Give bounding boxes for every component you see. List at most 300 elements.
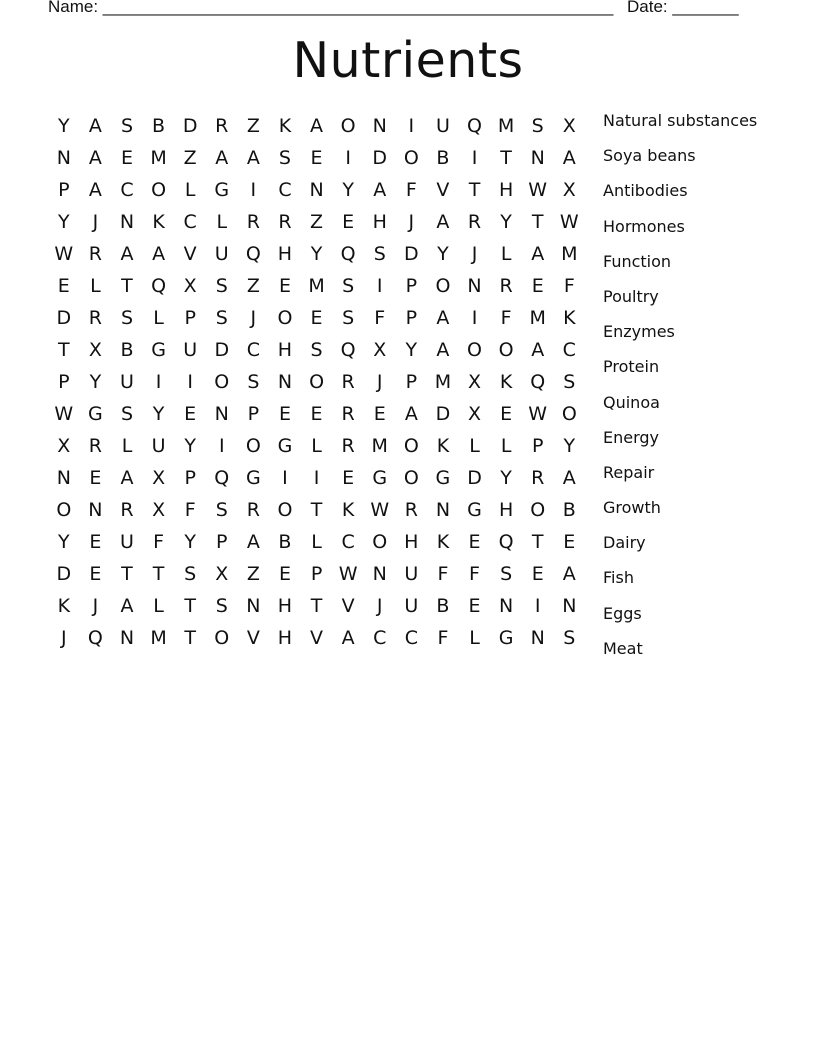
grid-letter[interactable]: A [246, 531, 260, 553]
grid-letter[interactable]: A [562, 563, 576, 585]
grid-letter[interactable]: A [215, 147, 229, 169]
grid-letter[interactable]: P [58, 179, 70, 201]
grid-letter[interactable]: T [310, 595, 323, 617]
grid-letter[interactable]: I [345, 147, 351, 169]
grid-letter[interactable]: G [245, 467, 261, 489]
grid-letter[interactable]: F [405, 179, 417, 201]
grid-letter[interactable]: Q [151, 275, 167, 297]
grid-letter[interactable]: A [341, 627, 355, 649]
grid-letter[interactable]: N [56, 147, 71, 169]
grid-letter[interactable]: N [372, 115, 387, 137]
grid-letter[interactable]: E [120, 147, 133, 169]
grid-letter[interactable]: H [277, 243, 293, 265]
grid-letter[interactable]: I [376, 275, 383, 297]
grid-letter[interactable]: B [152, 115, 166, 137]
grid-letter[interactable]: E [89, 467, 102, 489]
grid-letter[interactable]: X [152, 499, 166, 521]
grid-letter[interactable]: B [436, 595, 450, 617]
grid-letter[interactable]: L [90, 275, 101, 297]
grid-letter[interactable]: X [152, 467, 166, 489]
grid-letter[interactable]: S [310, 339, 323, 361]
name-field[interactable]: Name: ______________________________________________________ [48, 0, 614, 16]
grid-letter[interactable]: W [370, 499, 390, 521]
grid-letter[interactable]: B [120, 339, 134, 361]
grid-letter[interactable]: K [563, 307, 576, 329]
grid-letter[interactable]: W [54, 403, 74, 425]
grid-letter[interactable]: I [155, 371, 162, 393]
grid-letter[interactable]: N [246, 595, 261, 617]
grid-letter[interactable]: W [54, 243, 74, 265]
grid-letter[interactable]: C [278, 179, 292, 201]
grid-letter[interactable]: L [500, 435, 512, 457]
grid-letter[interactable]: I [471, 307, 478, 329]
grid-letter[interactable]: O [56, 499, 72, 521]
grid-letter[interactable]: J [376, 595, 383, 617]
grid-letter[interactable]: N [530, 627, 545, 649]
grid-letter[interactable]: T [57, 339, 70, 361]
grid-letter[interactable]: L [311, 435, 322, 457]
grid-letter[interactable]: I [187, 371, 193, 393]
grid-letter[interactable]: F [437, 627, 449, 649]
grid-letter[interactable]: X [562, 179, 576, 201]
grid-letter[interactable]: K [152, 211, 165, 233]
grid-letter[interactable]: R [215, 115, 229, 137]
grid-letter[interactable]: R [531, 467, 545, 489]
grid-letter[interactable]: O [561, 403, 577, 425]
grid-letter[interactable]: U [120, 371, 134, 393]
grid-letter[interactable]: N [119, 211, 135, 233]
word-list-item: Protein [603, 357, 660, 377]
grid-letter[interactable]: S [563, 627, 576, 649]
grid-letter[interactable]: A [373, 179, 387, 201]
grid-letter[interactable]: D [56, 563, 72, 585]
grid-letter[interactable]: O [214, 371, 230, 393]
grid-letter[interactable]: E [310, 307, 323, 329]
grid-letter[interactable]: E [310, 147, 323, 169]
grid-letter[interactable]: K [57, 595, 71, 617]
grid-letter[interactable]: S [563, 371, 576, 393]
grid-letter[interactable]: T [500, 147, 512, 169]
grid-letter[interactable]: R [341, 435, 355, 457]
word-list-item: Dairy [603, 533, 646, 553]
grid-letter[interactable]: A [88, 147, 102, 169]
grid-letter[interactable]: A [152, 243, 166, 265]
grid-letter[interactable]: I [471, 147, 478, 169]
grid-letter[interactable]: K [278, 115, 292, 137]
grid-letter[interactable]: G [88, 403, 103, 425]
grid-letter[interactable]: U [151, 435, 166, 457]
grid-letter[interactable]: P [216, 531, 228, 553]
grid-letter[interactable]: I [250, 179, 257, 201]
grid-letter[interactable]: U [183, 339, 198, 361]
grid-letter[interactable]: T [184, 627, 196, 649]
grid-letter[interactable]: N [530, 147, 545, 169]
grid-letter[interactable]: R [246, 211, 260, 233]
grid-letter[interactable]: X [468, 403, 482, 425]
grid-letter[interactable]: J [408, 211, 415, 233]
grid-letter[interactable]: R [499, 275, 513, 297]
grid-letter[interactable]: A [404, 403, 418, 425]
grid-letter[interactable]: F [153, 531, 165, 553]
grid-letter[interactable]: E [278, 563, 291, 585]
grid-letter[interactable]: L [500, 243, 512, 265]
grid-letter[interactable]: P [184, 467, 196, 489]
grid-letter[interactable]: Q [340, 243, 356, 265]
grid-letter[interactable]: O [498, 339, 514, 361]
grid-letter[interactable]: D [56, 307, 72, 329]
grid-letter[interactable]: S [247, 371, 260, 393]
grid-letter[interactable]: H [372, 211, 387, 233]
grid-letter[interactable]: O [467, 339, 482, 361]
grid-letter[interactable]: O [372, 531, 388, 553]
grid-row [48, 174, 585, 206]
grid-letter[interactable]: N [562, 595, 577, 617]
grid-letter[interactable]: R [246, 499, 260, 521]
grid-letter[interactable]: S [215, 499, 228, 521]
grid-letter[interactable]: X [215, 563, 229, 585]
grid-letter[interactable]: L [153, 595, 164, 617]
grid-letter[interactable]: Y [152, 403, 165, 425]
grid-letter[interactable]: M [529, 307, 546, 329]
grid-letter[interactable]: P [247, 403, 260, 425]
grid-letter[interactable]: Y [310, 243, 323, 265]
grid-letter[interactable]: P [405, 275, 418, 297]
grid-letter[interactable]: E [373, 403, 386, 425]
grid-letter[interactable]: L [121, 435, 133, 457]
grid-letter[interactable]: O [403, 147, 419, 169]
grid-letter[interactable]: M [497, 115, 515, 137]
grid-letter[interactable]: W [528, 179, 548, 201]
grid-letter[interactable]: L [216, 211, 228, 233]
grid-letter[interactable]: X [88, 339, 102, 361]
grid-letter[interactable]: B [562, 499, 576, 521]
grid-letter[interactable]: O [403, 435, 419, 457]
grid-letter[interactable]: O [530, 499, 546, 521]
grid-letter[interactable]: S [215, 307, 228, 329]
grid-letter[interactable]: K [499, 371, 513, 393]
grid-row [48, 462, 585, 494]
page-title: Nutrients [292, 32, 524, 89]
grid-letter[interactable]: G [372, 467, 388, 489]
grid-letter[interactable]: X [373, 339, 387, 361]
word-list-item: Quinoa [603, 392, 660, 412]
grid-letter[interactable]: S [184, 563, 197, 585]
grid-letter[interactable]: O [340, 115, 356, 137]
grid-letter[interactable]: K [436, 531, 450, 553]
grid-letter[interactable]: I [282, 467, 288, 489]
grid-letter[interactable]: I [534, 595, 541, 617]
date-field[interactable]: Date: _______ [627, 0, 739, 16]
grid-letter[interactable]: M [150, 147, 167, 169]
grid-letter[interactable]: V [310, 627, 324, 649]
grid-letter[interactable]: M [434, 371, 452, 393]
grid-letter[interactable]: A [436, 339, 450, 361]
grid-letter[interactable]: M [371, 435, 388, 457]
grid-letter[interactable]: A [531, 243, 545, 265]
grid-letter[interactable]: O [277, 307, 293, 329]
grid-letter[interactable]: Y [57, 115, 70, 137]
grid-letter[interactable]: H [277, 339, 293, 361]
grid-letter[interactable]: Y [437, 243, 449, 265]
grid-letter[interactable]: D [214, 339, 230, 361]
grid-letter[interactable]: U [214, 243, 229, 265]
grid-letter[interactable]: Z [246, 115, 260, 137]
grid-letter[interactable]: U [435, 115, 450, 137]
grid-letter[interactable]: H [498, 179, 514, 201]
grid-letter[interactable]: J [471, 243, 478, 265]
grid-letter[interactable]: E [278, 275, 291, 297]
grid-letter[interactable]: N [309, 179, 324, 201]
grid-letter[interactable]: A [531, 339, 545, 361]
grid-letter[interactable]: G [214, 179, 230, 201]
grid-letter[interactable]: J [60, 627, 67, 649]
grid-letter[interactable]: P [184, 307, 196, 329]
grid-letter[interactable]: S [120, 403, 134, 425]
grid-letter[interactable]: T [184, 595, 196, 617]
grid-letter[interactable]: K [436, 435, 450, 457]
grid-letter[interactable]: E [310, 403, 323, 425]
grid-letter[interactable]: Y [563, 435, 576, 457]
grid-letter[interactable]: B [278, 531, 292, 553]
grid-letter[interactable]: A [120, 467, 134, 489]
grid-letter[interactable]: T [531, 211, 544, 233]
grid-letter[interactable]: C [120, 179, 134, 201]
grid-letter[interactable]: U [404, 595, 419, 617]
grid-letter[interactable]: D [182, 115, 198, 137]
grid-letter[interactable]: O [151, 179, 167, 201]
grid-letter[interactable]: D [435, 403, 451, 425]
grid-letter[interactable]: K [341, 499, 355, 521]
grid-letter[interactable]: M [150, 627, 167, 649]
grid-letter[interactable]: W [528, 403, 548, 425]
grid-letter[interactable]: V [436, 179, 450, 201]
grid-letter[interactable]: R [88, 435, 102, 457]
grid-letter[interactable]: V [183, 243, 197, 265]
grid-letter[interactable]: V [341, 595, 355, 617]
grid-letter[interactable]: C [562, 339, 576, 361]
grid-letter[interactable]: C [183, 211, 197, 233]
grid-letter[interactable]: G [467, 499, 482, 521]
grid-letter[interactable]: D [404, 243, 419, 265]
grid-letter[interactable]: T [468, 179, 481, 201]
grid-letter[interactable]: D [372, 147, 388, 169]
grid-letter[interactable]: H [277, 595, 293, 617]
grid-letter[interactable]: C [373, 627, 387, 649]
grid-letter[interactable]: J [92, 211, 99, 233]
grid-letter[interactable]: O [214, 627, 230, 649]
grid-letter[interactable]: R [341, 403, 355, 425]
grid-letter[interactable]: U [120, 531, 134, 553]
grid-letter[interactable]: B [436, 147, 450, 169]
grid-letter[interactable]: N [467, 275, 482, 297]
grid-letter[interactable]: Z [310, 211, 324, 233]
grid-letter[interactable]: G [151, 339, 166, 361]
grid-letter[interactable]: A [562, 147, 576, 169]
grid-letter[interactable]: P [310, 563, 323, 585]
grid-letter[interactable]: A [120, 243, 134, 265]
grid-letter[interactable]: Q [498, 531, 514, 553]
grid-letter[interactable]: I [313, 467, 320, 489]
grid-letter[interactable]: N [214, 403, 229, 425]
grid-letter[interactable]: O [309, 371, 325, 393]
grid-letter[interactable]: E [563, 531, 576, 553]
grid-letter[interactable]: Q [87, 627, 103, 649]
grid-letter[interactable]: R [467, 211, 482, 233]
grid-letter[interactable]: R [278, 211, 292, 233]
grid-letter[interactable]: A [246, 147, 260, 169]
grid-letter[interactable]: A [310, 115, 324, 137]
grid-letter[interactable]: S [373, 243, 386, 265]
grid-letter[interactable]: R [88, 243, 102, 265]
grid-letter[interactable]: F [184, 499, 196, 521]
grid-letter[interactable]: E [342, 467, 355, 489]
grid-letter[interactable]: E [531, 563, 544, 585]
grid-letter[interactable]: H [498, 499, 514, 521]
grid-letter[interactable]: A [88, 115, 102, 137]
grid-letter[interactable]: F [437, 563, 449, 585]
grid-letter[interactable]: S [278, 147, 291, 169]
grid-letter[interactable]: Z [183, 147, 197, 169]
grid-letter[interactable]: Q [340, 339, 356, 361]
grid-letter[interactable]: N [372, 563, 387, 585]
grid-letter[interactable]: Y [57, 531, 70, 553]
grid-letter[interactable]: N [277, 371, 293, 393]
grid-letter[interactable]: Q [214, 467, 230, 489]
grid-letter[interactable]: J [92, 595, 99, 617]
grid-letter[interactable]: M [561, 243, 578, 265]
grid-letter[interactable]: Y [184, 435, 196, 457]
grid-row [48, 558, 585, 590]
grid-letter[interactable]: H [277, 627, 293, 649]
grid-letter[interactable]: A [88, 179, 102, 201]
grid-letter[interactable]: I [408, 115, 415, 137]
grid-letter[interactable]: T [310, 499, 323, 521]
grid-letter[interactable]: Y [405, 339, 418, 361]
grid-letter[interactable]: A [436, 211, 450, 233]
grid-letter[interactable]: C [246, 339, 260, 361]
grid-letter[interactable]: W [338, 563, 358, 585]
grid-letter[interactable]: H [404, 531, 419, 553]
grid-letter[interactable]: E [500, 403, 513, 425]
grid-letter[interactable]: O [435, 275, 451, 297]
grid-letter[interactable]: G [277, 435, 293, 457]
grid-letter[interactable]: S [531, 115, 544, 137]
grid-letter[interactable]: Q [245, 243, 261, 265]
grid-letter[interactable]: X [183, 275, 197, 297]
grid-letter[interactable]: V [246, 627, 260, 649]
grid-letter[interactable]: F [374, 307, 386, 329]
grid-letter[interactable]: S [215, 275, 228, 297]
grid-letter[interactable]: G [498, 627, 514, 649]
grid-letter[interactable]: S [215, 595, 228, 617]
grid-letter[interactable]: Y [89, 371, 102, 393]
grid-letter[interactable]: T [152, 563, 165, 585]
grid-letter[interactable]: W [559, 211, 579, 233]
grid-letter[interactable]: P [58, 371, 70, 393]
grid-letter[interactable]: N [435, 499, 451, 521]
grid-letter[interactable]: S [500, 563, 513, 585]
grid-letter[interactable]: E [89, 531, 102, 553]
grid-letter[interactable]: L [469, 435, 480, 457]
grid-row [48, 334, 585, 366]
grid-letter[interactable]: Y [500, 467, 512, 489]
grid-letter[interactable]: F [500, 307, 512, 329]
grid-letter[interactable]: A [120, 595, 134, 617]
grid-letter[interactable]: Z [246, 275, 260, 297]
grid-letter[interactable]: J [250, 307, 257, 329]
grid-letter[interactable]: X [562, 115, 576, 137]
grid-letter[interactable]: R [341, 371, 355, 393]
grid-letter[interactable]: E [342, 211, 355, 233]
grid-letter[interactable]: E [57, 275, 70, 297]
grid-letter[interactable]: F [563, 275, 575, 297]
grid-letter[interactable]: L [469, 627, 480, 649]
grid-letter[interactable]: T [121, 275, 133, 297]
grid-letter[interactable]: O [403, 467, 419, 489]
grid-letter[interactable]: R [404, 499, 418, 521]
grid-letter[interactable]: X [468, 371, 482, 393]
grid-letter[interactable]: Q [530, 371, 546, 393]
grid-letter[interactable]: X [57, 435, 71, 457]
grid-letter[interactable]: M [308, 275, 325, 297]
grid-letter[interactable]: E [184, 403, 197, 425]
grid-letter[interactable]: P [405, 371, 418, 393]
grid-letter[interactable]: E [89, 563, 102, 585]
grid-letter[interactable]: S [342, 307, 355, 329]
grid-letter[interactable]: T [121, 563, 133, 585]
grid-letter[interactable]: A [562, 467, 576, 489]
grid-letter[interactable]: G [435, 467, 451, 489]
grid-letter[interactable]: Y [500, 211, 512, 233]
grid-letter[interactable]: L [184, 179, 196, 201]
grid-letter[interactable]: O [245, 435, 261, 457]
grid-letter[interactable]: E [468, 595, 481, 617]
grid-letter[interactable]: E [278, 403, 291, 425]
grid-letter[interactable]: S [120, 115, 134, 137]
grid-letter[interactable]: S [120, 307, 134, 329]
grid-letter[interactable]: R [88, 307, 102, 329]
grid-letter[interactable]: J [376, 371, 383, 393]
grid-letter[interactable]: N [88, 499, 103, 521]
grid-letter[interactable]: L [153, 307, 164, 329]
grid-letter[interactable]: D [467, 467, 482, 489]
grid-letter[interactable]: N [119, 627, 135, 649]
grid-row [48, 110, 585, 142]
grid-letter[interactable]: C [341, 531, 355, 553]
grid-letter[interactable]: Q [467, 115, 482, 137]
grid-letter[interactable]: F [469, 563, 480, 585]
grid-letter[interactable]: L [311, 531, 322, 553]
grid-letter[interactable]: E [468, 531, 481, 553]
grid-letter[interactable]: E [531, 275, 544, 297]
grid-letter[interactable]: S [342, 275, 355, 297]
grid-letter[interactable]: I [218, 435, 225, 457]
grid-letter[interactable]: O [277, 499, 293, 521]
grid-letter[interactable]: Y [57, 211, 70, 233]
grid-letter[interactable]: Y [342, 179, 354, 201]
grid-letter[interactable]: N [56, 467, 71, 489]
grid-letter[interactable]: R [120, 499, 134, 521]
grid-letter[interactable]: A [436, 307, 450, 329]
grid-letter[interactable]: P [531, 435, 544, 457]
grid-letter[interactable]: N [499, 595, 514, 617]
grid-letter[interactable]: C [404, 627, 418, 649]
grid-letter[interactable]: P [405, 307, 418, 329]
grid-letter[interactable]: U [404, 563, 419, 585]
grid-letter[interactable]: Y [184, 531, 196, 553]
grid-letter[interactable]: T [531, 531, 544, 553]
grid-letter[interactable]: Z [246, 563, 260, 585]
